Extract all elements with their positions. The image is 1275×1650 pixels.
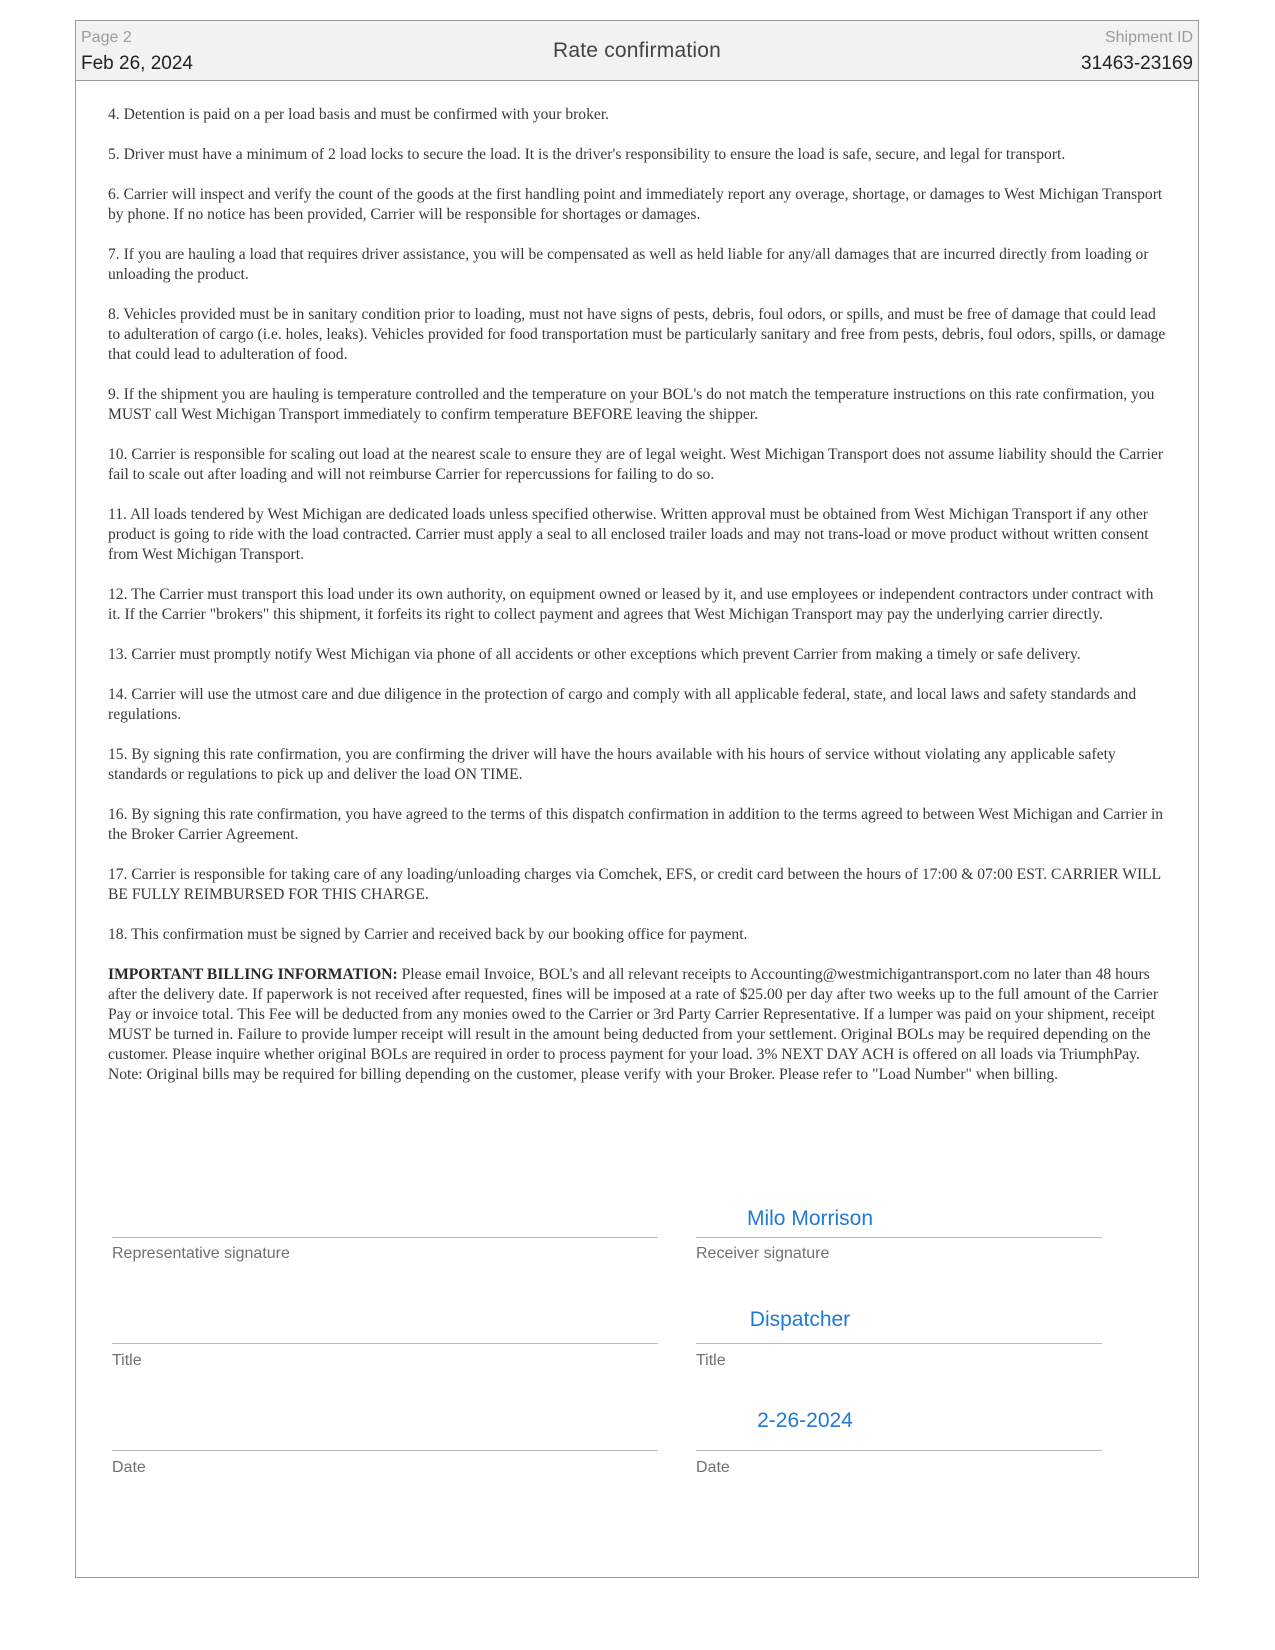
term-item: 11. All loads tendered by West Michigan are dedicated loads unless specified otherwise. Written approval must be obtained from West Michigan Transport if any other product is going to ride with the load contracted. Carrier must apply a seal to all enclosed trailer loads and may not trans-load or move product without written consent from West Michigan Transport.	[108, 506, 1149, 563]
term-item: 15. By signing this rate confirmation, you are confirming the driver will have the hours available with his hours of service without violating any applicable safety standards or regulations to pick up and deliver the load ON TIME.	[108, 746, 1116, 783]
document-title: Rate confirmation	[553, 39, 721, 62]
receiver-date-label: Date	[696, 1459, 730, 1476]
term-item: 4. Detention is paid on a per load basis and must be confirmed with your broker.	[108, 106, 610, 123]
term-item: 17. Carrier is responsible for taking care of any loading/unloading charges via Comchek, EFS, or credit card between the hours of 17:00 & 07:00 EST. CARRIER WILL BE FULLY REIMBURSED FOR THIS CHARGE.	[108, 866, 1161, 903]
representative-date-label: Date	[112, 1459, 146, 1476]
term-item: 9. If the shipment you are hauling is temperature controlled and the temperature on your BOL's do not match the temperature instructions on this rate confirmation, you MUST call West Michigan Transport immediately to confirm temperature BEFORE leaving the shipper.	[108, 386, 1155, 423]
terms-list	[108, 105, 1168, 1105]
term-item: 8. Vehicles provided must be in sanitary condition prior to loading, must not have signs of pests, debris, foul odors, or spills, and must be free of damage that could lead to adulteration of cargo (i.e. holes, leaks). Vehicles provided for food transportation must be particularly sanitary and free from pests, debris, foul odors, spills, or damage that could lead to adulteration of food.	[108, 306, 1166, 363]
page-number: Page 2	[81, 29, 132, 46]
receiver-title-line[interactable]	[696, 1343, 1102, 1344]
billing-info	[108, 965, 1168, 1085]
billing-heading: IMPORTANT BILLING INFORMATION:	[108, 966, 398, 983]
receiver-title-label: Title	[696, 1352, 726, 1369]
term-item: 18. This confirmation must be signed by Carrier and received back by our booking office for payment.	[108, 926, 748, 943]
term-item: 5. Driver must have a minimum of 2 load locks to secure the load. It is the driver's responsibility to ensure the load is safe, secure, and legal for transport.	[108, 146, 1066, 163]
page-header	[76, 21, 1198, 81]
representative-signature-line[interactable]	[112, 1237, 658, 1238]
receiver-date-line[interactable]	[696, 1450, 1102, 1451]
term-item: 7. If you are hauling a load that requires driver assistance, you will be compensated as well as held liable for any/all damages that are incurred directly from loading or unloading the product.	[108, 246, 1149, 283]
shipment-id-label: Shipment ID	[1104, 29, 1193, 46]
receiver-signature-label: Receiver signature	[696, 1245, 830, 1262]
receiver-signature-value: Milo Morrison	[746, 1207, 874, 1230]
receiver-title-value: Dispatcher	[749, 1308, 851, 1331]
receiver-date-value: 2-26-2024	[757, 1409, 853, 1432]
term-item: 16. By signing this rate confirmation, you have agreed to the terms of this dispatch confirmation in addition to the terms agreed to between West Michigan and Carrier in the Broker Carrier Agreement.	[108, 806, 1164, 843]
representative-date-line[interactable]	[112, 1450, 658, 1451]
document-page	[75, 20, 1199, 1578]
document-date: Feb 26, 2024	[81, 53, 193, 74]
header-right	[1081, 29, 1193, 75]
term-item: 12. The Carrier must transport this load under its own authority, on equipment owned or leased by it, and use employees or independent contractors under contract with it. If the Carrier "brokers" this shipment, it forfeits its right to collect payment and agrees that West Michigan Transport may pay the underlying carrier directly.	[108, 586, 1154, 623]
billing-text: Please email Invoice, BOL's and all relevant receipts to Accounting@westmichigantransport.com no later than 48 hours after the delivery date. If paperwork is not received after requested, fines will be imposed at a rate of $25.00 per day after two weeks up to the full amount of the Carrier Pay or invoice total. This Fee will be deducted from any monies owed to the Carrier or 3rd Party Carrier Representative. If a lumper was paid on your shipment, receipt MUST be turned in. Failure to provide lumper receipt will result in the amount being deducted from your settlement. Original BOLs may be required depending on the customer. Please inquire whether original BOLs are required in order to process payment for your load. 3% NEXT DAY ACH is offered on all loads via TriumphPay. Note: Original bills may be required for billing depending on the customer, please verify with your Broker. Please refer to "Load Number" when billing.	[108, 966, 1159, 1083]
term-item: 6. Carrier will inspect and verify the count of the goods at the first handling point and immediately report any overage, shortage, or damages to West Michigan Transport by phone. If no notice has been provided, Carrier will be responsible for shortages or damages.	[108, 186, 1163, 223]
shipment-id: 31463-23169	[1081, 53, 1193, 74]
representative-title-line[interactable]	[112, 1343, 658, 1344]
term-item: 14. Carrier will use the utmost care and due diligence in the protection of cargo and comply with all applicable federal, state, and local laws and safety standards and regulations.	[108, 686, 1137, 723]
representative-signature-label: Representative signature	[112, 1245, 290, 1262]
term-item: 13. Carrier must promptly notify West Michigan via phone of all accidents or other exceptions which prevent Carrier from making a timely or safe delivery.	[108, 646, 1081, 663]
receiver-signature-line[interactable]	[696, 1237, 1102, 1238]
term-item: 10. Carrier is responsible for scaling out load at the nearest scale to ensure they are of legal weight. West Michigan Transport does not assume liability should the Carrier fail to scale out after loading and will not reimburse Carrier for repercussions for failing to do so.	[108, 446, 1164, 483]
representative-title-label: Title	[112, 1352, 142, 1369]
